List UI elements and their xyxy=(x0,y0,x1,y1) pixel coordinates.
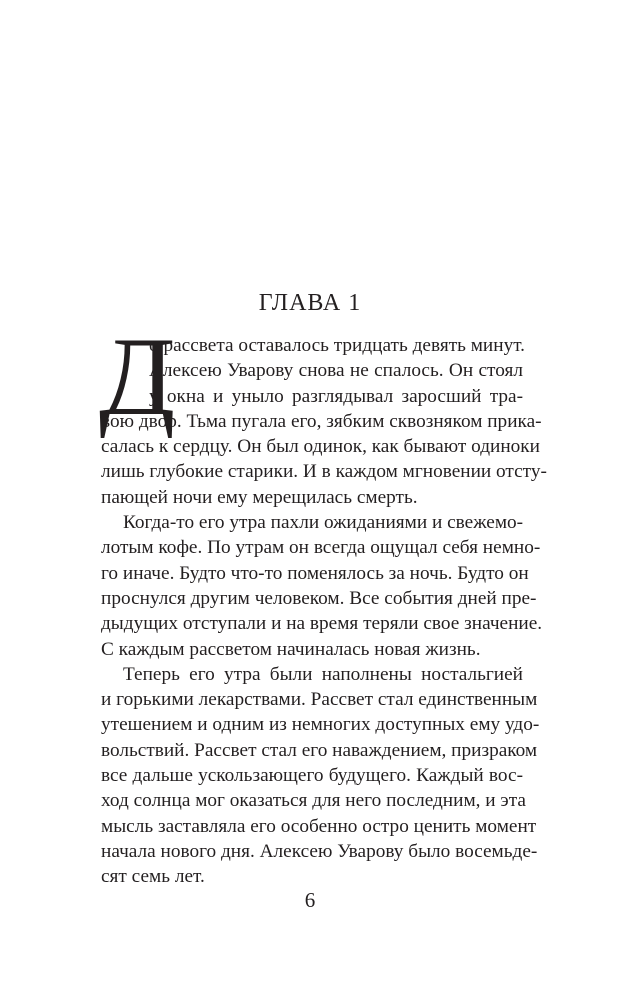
text-line: и горькими лекарствами. Рассвет стал единственным xyxy=(101,689,538,711)
text-line: С каждым рассветом начиналась новая жизнь. xyxy=(101,638,481,660)
page-number: 6 xyxy=(304,888,316,912)
text-line: проснулся другим человеком. Все события дней пре- xyxy=(101,587,537,609)
text-line: салась к сердцу. Он был одинок, как бывают одиноки xyxy=(101,436,540,458)
text-line: сят семь лет. xyxy=(101,866,205,888)
text-line: вою двор. Тьма пугала его, зябким сквозняком прика- xyxy=(101,410,542,432)
text-line: пающей ночи ему мерещилась смерть. xyxy=(101,486,418,508)
text-line: дыдущих отступали и на время теряли свое значение. xyxy=(101,613,543,635)
text-line: Когда-то его утра пахли ожиданиями и свежемо- xyxy=(123,512,524,534)
drop-cap: Д xyxy=(99,315,176,439)
chapter-title: ГЛАВА 1 xyxy=(258,290,362,316)
text-line: Теперь его утра были наполнены ностальгией xyxy=(123,663,523,685)
text-line: начала нового дня. Алексею Уварову было восемьде- xyxy=(101,840,538,862)
text-line: лотым кофе. По утрам он всегда ощущал себя немно- xyxy=(101,537,541,559)
text-line: лишь глубокие старики. И в каждом мгновении отсту- xyxy=(101,461,547,483)
chapter-text xyxy=(99,315,547,890)
text-line: ход солнца мог оказаться для него последним, и эта xyxy=(101,790,526,812)
text-line: вольствий. Рассвет стал его наваждением, призраком xyxy=(101,739,538,761)
text-line: го иначе. Будто что-то поменялось за ночь. Будто он xyxy=(101,562,529,584)
text-line: утешением и одним из немногих доступных ему удо- xyxy=(101,714,540,736)
text-line: о рассвета оставалось тридцать девять минут. xyxy=(149,335,526,356)
text-line: у окна и уныло разглядывал заросший тра- xyxy=(149,385,523,407)
text-line: мысль заставляла его особенно остро ценить момент xyxy=(101,815,537,837)
text-line: Алексею Уварову снова не спалось. Он стоял xyxy=(149,360,523,382)
text-line: все дальше ускользающего будущего. Каждый вос- xyxy=(101,765,523,787)
